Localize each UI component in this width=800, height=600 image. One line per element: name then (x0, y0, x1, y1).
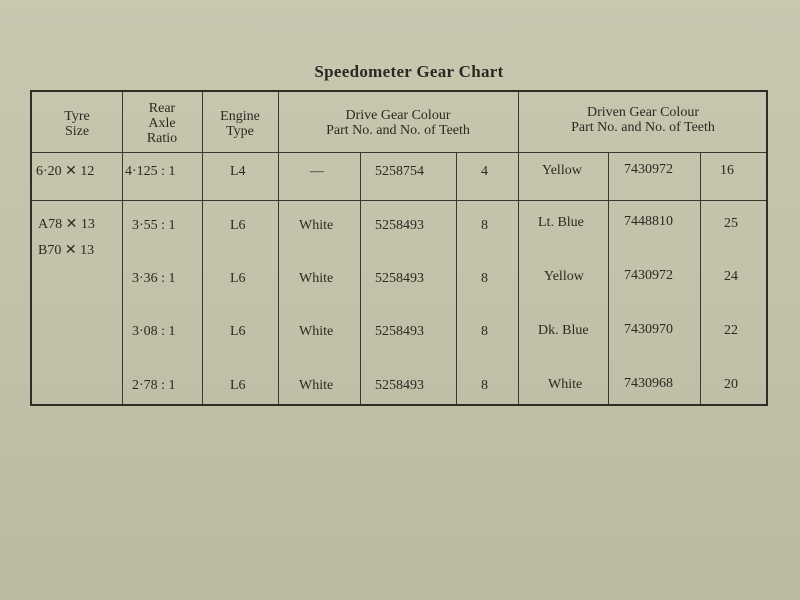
driven-colour-cell: White (548, 377, 583, 392)
header-driven-gear: Driven Gear Colour Part No. and No. of Teeth (571, 105, 715, 135)
drive-teeth-cell: 8 (481, 218, 488, 233)
ratio-cell: 3·55 : 1 (132, 218, 176, 233)
engine-cell: L4 (230, 164, 246, 179)
column-divider (278, 92, 279, 404)
driven-colour-cell: Yellow (544, 269, 584, 284)
column-divider (360, 152, 361, 404)
drive-part-cell: 5258754 (375, 164, 424, 179)
header-tyre-size: Tyre Size (64, 109, 90, 139)
column-divider (700, 152, 701, 404)
driven-colour-cell: Yellow (542, 163, 582, 178)
column-divider (608, 152, 609, 404)
header-rear-axle-ratio: Rear Axle Ratio (146, 101, 178, 146)
driven-colour-cell: Dk. Blue (538, 323, 589, 338)
group-divider (32, 200, 766, 201)
drive-colour-cell: White (299, 271, 334, 286)
header-divider (32, 152, 766, 153)
drive-teeth-cell: 8 (481, 324, 488, 339)
drive-teeth-cell: 4 (481, 164, 488, 179)
ratio-cell: 2·78 : 1 (132, 378, 176, 393)
header-engine-type: Engine Type (220, 109, 260, 139)
ratio-cell: 3·36 : 1 (132, 271, 176, 286)
tyre-size-a78x13: A78 ✕ 13 (38, 217, 95, 232)
driven-part-cell: 7430970 (624, 322, 673, 337)
drive-colour-cell: White (299, 324, 334, 339)
driven-teeth-cell: 16 (720, 163, 734, 178)
ratio-cell: 4·125 : 1 (125, 164, 176, 179)
driven-part-cell: 7430972 (624, 268, 673, 283)
drive-colour-cell: White (299, 218, 334, 233)
drive-teeth-cell: 8 (481, 378, 488, 393)
drive-part-cell: 5258493 (375, 271, 424, 286)
engine-cell: L6 (230, 324, 246, 339)
drive-teeth-cell: 8 (481, 271, 488, 286)
driven-teeth-cell: 25 (724, 216, 738, 231)
column-divider (456, 152, 457, 404)
header-drive-gear: Drive Gear Colour Part No. and No. of Teeth (326, 108, 470, 138)
tyre-size-6-20x12: 6·20 ✕ 12 (36, 164, 95, 179)
gear-chart-table (30, 90, 768, 406)
driven-colour-cell: Lt. Blue (538, 215, 584, 230)
drive-colour-cell: — (310, 164, 324, 179)
driven-teeth-cell: 22 (724, 323, 738, 338)
ratio-cell: 3·08 : 1 (132, 324, 176, 339)
driven-part-cell: 7430972 (624, 162, 673, 177)
engine-cell: L6 (230, 218, 246, 233)
driven-part-cell: 7430968 (624, 376, 673, 391)
driven-part-cell: 7448810 (624, 214, 673, 229)
drive-part-cell: 5258493 (375, 218, 424, 233)
driven-teeth-cell: 24 (724, 269, 738, 284)
drive-part-cell: 5258493 (375, 378, 424, 393)
driven-teeth-cell: 20 (724, 377, 738, 392)
engine-cell: L6 (230, 378, 246, 393)
chart-title: Speedometer Gear Chart (314, 62, 504, 81)
drive-part-cell: 5258493 (375, 324, 424, 339)
tyre-size-b70x13: B70 ✕ 13 (38, 243, 95, 258)
column-divider (518, 92, 519, 404)
drive-colour-cell: White (299, 378, 334, 393)
engine-cell: L6 (230, 271, 246, 286)
